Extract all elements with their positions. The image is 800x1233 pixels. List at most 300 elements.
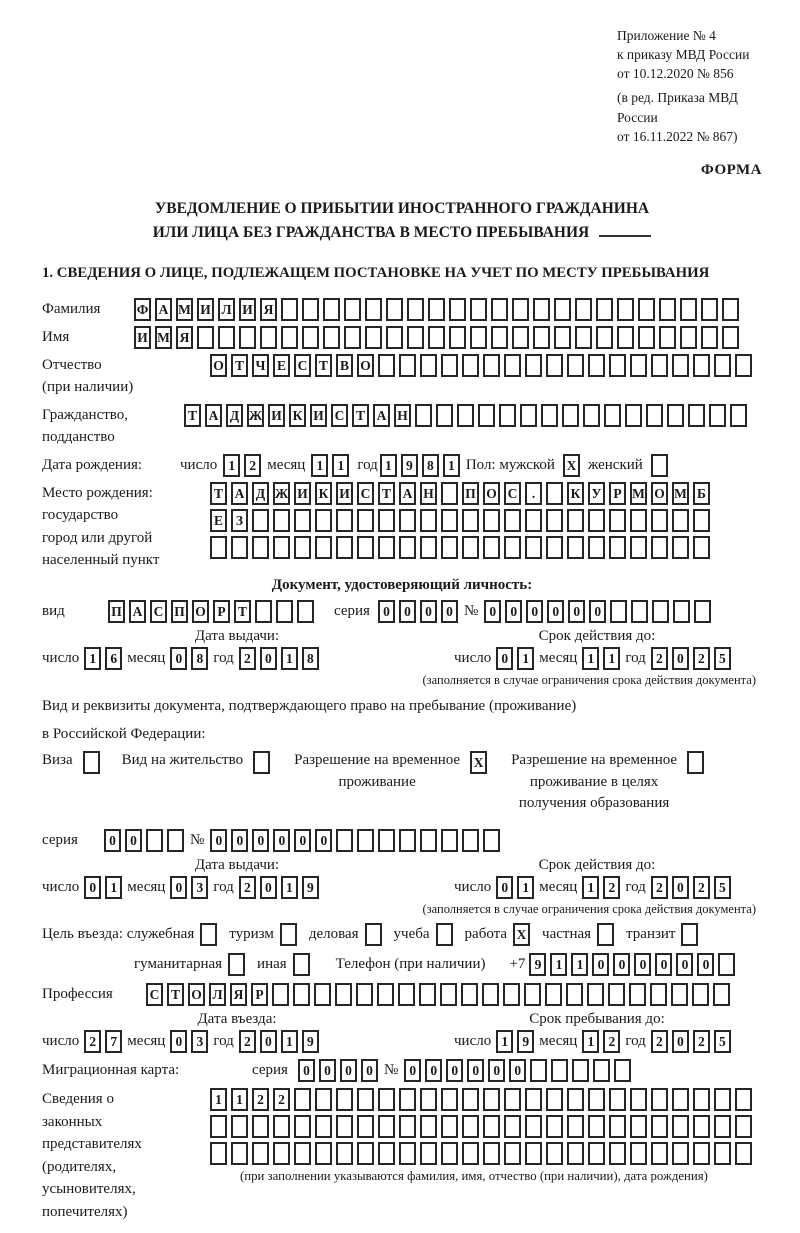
char-cell[interactable] [650,983,667,1006]
char-cell[interactable] [449,326,466,349]
char-cell[interactable] [441,482,458,505]
char-cell[interactable]: 7 [105,1030,122,1053]
char-cell[interactable] [546,1088,563,1111]
char-cell[interactable]: 0 [319,1059,336,1082]
char-cell[interactable] [735,1088,752,1111]
char-cell[interactable] [315,1115,332,1138]
char-cell[interactable] [378,536,395,559]
char-cell[interactable] [419,983,436,1006]
char-cell[interactable]: О [192,600,209,623]
char-cell[interactable] [617,298,634,321]
char-cell[interactable] [428,298,445,321]
char-cell[interactable] [693,536,710,559]
char-cell[interactable]: 3 [191,876,208,899]
char-cell[interactable] [588,536,605,559]
char-cell[interactable]: 1 [496,1030,513,1053]
char-cell[interactable]: 1 [223,454,240,477]
char-cell[interactable] [273,1115,290,1138]
char-cell[interactable]: 2 [252,1088,269,1111]
char-cell[interactable]: 0 [589,600,606,623]
char-cell[interactable] [596,326,613,349]
char-cell[interactable]: 0 [592,953,609,976]
char-cell[interactable]: 1 [517,876,534,899]
char-cell[interactable]: Ч [252,354,269,377]
char-cell[interactable] [336,829,353,852]
char-cell[interactable] [504,354,521,377]
char-cell[interactable]: 0 [634,953,651,976]
char-cell[interactable] [378,509,395,532]
char-cell[interactable] [365,298,382,321]
char-cell[interactable]: 2 [603,876,620,899]
char-cell[interactable]: В [336,354,353,377]
char-cell[interactable]: 0 [260,876,277,899]
char-cell[interactable]: И [197,298,214,321]
char-cell[interactable] [239,326,256,349]
char-cell[interactable] [638,326,655,349]
char-cell[interactable] [483,1115,500,1138]
char-cell[interactable] [461,983,478,1006]
char-cell[interactable]: 5 [714,876,731,899]
char-cell[interactable]: С [357,482,374,505]
char-cell[interactable] [525,1115,542,1138]
char-cell[interactable] [512,298,529,321]
char-cell[interactable] [336,1115,353,1138]
char-cell[interactable] [735,1115,752,1138]
char-cell[interactable] [651,1142,668,1165]
char-cell[interactable]: 1 [281,647,298,670]
purpose-official-checkbox[interactable] [200,923,217,946]
char-cell[interactable]: К [567,482,584,505]
char-cell[interactable]: 0 [496,647,513,670]
char-cell[interactable]: 8 [302,647,319,670]
char-cell[interactable] [294,1115,311,1138]
char-cell[interactable] [593,1059,610,1082]
char-cell[interactable] [714,1088,731,1111]
char-cell[interactable]: Я [230,983,247,1006]
char-cell[interactable] [336,536,353,559]
char-cell[interactable] [646,404,663,427]
char-cell[interactable] [701,326,718,349]
char-cell[interactable]: Я [176,326,193,349]
char-cell[interactable] [407,298,424,321]
char-cell[interactable]: О [651,482,668,505]
char-cell[interactable] [365,326,382,349]
char-cell[interactable]: 1 [231,1088,248,1111]
char-cell[interactable]: 0 [84,876,101,899]
char-cell[interactable]: 0 [446,1059,463,1082]
char-cell[interactable] [315,509,332,532]
char-cell[interactable] [693,1088,710,1111]
char-cell[interactable]: А [155,298,172,321]
char-cell[interactable]: 0 [547,600,564,623]
char-cell[interactable] [293,983,310,1006]
char-cell[interactable] [420,1088,437,1111]
char-cell[interactable] [297,600,314,623]
char-cell[interactable]: З [231,509,248,532]
char-cell[interactable] [462,1088,479,1111]
char-cell[interactable] [554,298,571,321]
char-cell[interactable]: 1 [603,647,620,670]
char-cell[interactable] [491,326,508,349]
char-cell[interactable]: 0 [170,1030,187,1053]
char-cell[interactable] [483,1142,500,1165]
char-cell[interactable] [533,326,550,349]
char-cell[interactable]: . [525,482,542,505]
char-cell[interactable] [672,536,689,559]
char-cell[interactable] [631,600,648,623]
char-cell[interactable] [462,536,479,559]
char-cell[interactable]: 0 [441,600,458,623]
char-cell[interactable]: 1 [571,953,588,976]
char-cell[interactable] [377,983,394,1006]
char-cell[interactable] [294,1088,311,1111]
char-cell[interactable] [546,1142,563,1165]
purpose-private-checkbox[interactable] [597,923,614,946]
char-cell[interactable]: А [231,482,248,505]
char-cell[interactable] [672,354,689,377]
char-cell[interactable] [672,1142,689,1165]
char-cell[interactable] [231,536,248,559]
char-cell[interactable] [722,298,739,321]
char-cell[interactable]: С [504,482,521,505]
char-cell[interactable] [583,404,600,427]
char-cell[interactable] [482,983,499,1006]
char-cell[interactable] [483,354,500,377]
char-cell[interactable]: Т [210,482,227,505]
char-cell[interactable] [525,354,542,377]
char-cell[interactable] [378,829,395,852]
char-cell[interactable]: 2 [651,1030,668,1053]
char-cell[interactable] [625,404,642,427]
char-cell[interactable] [399,509,416,532]
char-cell[interactable]: Р [609,482,626,505]
char-cell[interactable] [441,536,458,559]
char-cell[interactable] [672,1088,689,1111]
char-cell[interactable]: Р [251,983,268,1006]
char-cell[interactable] [420,509,437,532]
char-cell[interactable] [398,983,415,1006]
char-cell[interactable]: Ж [273,482,290,505]
char-cell[interactable] [336,1142,353,1165]
char-cell[interactable] [567,354,584,377]
char-cell[interactable] [344,298,361,321]
char-cell[interactable] [694,600,711,623]
char-cell[interactable] [512,326,529,349]
char-cell[interactable] [252,536,269,559]
char-cell[interactable]: П [462,482,479,505]
char-cell[interactable]: О [483,482,500,505]
char-cell[interactable] [714,1142,731,1165]
char-cell[interactable] [260,326,277,349]
char-cell[interactable] [604,404,621,427]
char-cell[interactable] [210,1142,227,1165]
char-cell[interactable] [478,404,495,427]
char-cell[interactable]: 0 [496,876,513,899]
char-cell[interactable] [462,509,479,532]
char-cell[interactable] [567,1088,584,1111]
char-cell[interactable] [294,509,311,532]
char-cell[interactable] [420,354,437,377]
char-cell[interactable] [567,509,584,532]
char-cell[interactable] [273,536,290,559]
char-cell[interactable] [470,298,487,321]
char-cell[interactable]: 2 [693,1030,710,1053]
char-cell[interactable] [252,1115,269,1138]
char-cell[interactable] [281,326,298,349]
char-cell[interactable]: С [294,354,311,377]
char-cell[interactable]: П [108,600,125,623]
char-cell[interactable] [614,1059,631,1082]
char-cell[interactable] [701,298,718,321]
char-cell[interactable] [323,326,340,349]
char-cell[interactable]: Т [315,354,332,377]
char-cell[interactable]: 2 [239,1030,256,1053]
char-cell[interactable] [272,983,289,1006]
char-cell[interactable]: М [155,326,172,349]
char-cell[interactable] [610,600,627,623]
char-cell[interactable] [680,326,697,349]
char-cell[interactable] [356,983,373,1006]
sex-male-checkbox[interactable]: X [563,454,580,477]
char-cell[interactable] [441,1088,458,1111]
char-cell[interactable]: Р [213,600,230,623]
char-cell[interactable]: 1 [105,876,122,899]
char-cell[interactable]: 1 [582,1030,599,1053]
char-cell[interactable]: 9 [529,953,546,976]
char-cell[interactable]: 0 [672,647,689,670]
char-cell[interactable]: О [210,354,227,377]
char-cell[interactable] [470,326,487,349]
char-cell[interactable] [546,1115,563,1138]
char-cell[interactable] [415,404,432,427]
char-cell[interactable]: И [239,298,256,321]
char-cell[interactable] [357,1142,374,1165]
char-cell[interactable] [378,1088,395,1111]
char-cell[interactable]: 0 [672,1030,689,1053]
char-cell[interactable] [525,536,542,559]
char-cell[interactable] [336,1088,353,1111]
char-cell[interactable]: 0 [676,953,693,976]
char-cell[interactable] [718,953,735,976]
char-cell[interactable]: 0 [467,1059,484,1082]
char-cell[interactable]: У [588,482,605,505]
purpose-humanitarian-checkbox[interactable] [228,953,245,976]
char-cell[interactable] [546,354,563,377]
char-cell[interactable]: 0 [210,829,227,852]
char-cell[interactable]: А [373,404,390,427]
char-cell[interactable] [545,983,562,1006]
char-cell[interactable]: 0 [613,953,630,976]
char-cell[interactable]: 1 [311,454,328,477]
char-cell[interactable]: Т [378,482,395,505]
char-cell[interactable] [566,983,583,1006]
char-cell[interactable]: 1 [332,454,349,477]
char-cell[interactable] [440,983,457,1006]
char-cell[interactable]: 0 [484,600,501,623]
char-cell[interactable]: К [315,482,332,505]
char-cell[interactable] [281,298,298,321]
char-cell[interactable] [562,404,579,427]
char-cell[interactable]: 1 [582,647,599,670]
char-cell[interactable] [659,298,676,321]
char-cell[interactable] [659,326,676,349]
char-cell[interactable]: 0 [260,1030,277,1053]
char-cell[interactable]: Я [260,298,277,321]
char-cell[interactable] [314,983,331,1006]
char-cell[interactable] [428,326,445,349]
char-cell[interactable]: 2 [244,454,261,477]
char-cell[interactable] [651,1115,668,1138]
char-cell[interactable]: 2 [603,1030,620,1053]
char-cell[interactable]: Ж [247,404,264,427]
char-cell[interactable]: 0 [361,1059,378,1082]
char-cell[interactable]: 9 [302,1030,319,1053]
char-cell[interactable]: И [336,482,353,505]
char-cell[interactable] [630,1142,647,1165]
char-cell[interactable] [357,1088,374,1111]
char-cell[interactable] [567,536,584,559]
char-cell[interactable] [630,536,647,559]
char-cell[interactable] [491,298,508,321]
char-cell[interactable] [629,983,646,1006]
char-cell[interactable] [608,983,625,1006]
char-cell[interactable] [630,1115,647,1138]
char-cell[interactable] [588,1088,605,1111]
char-cell[interactable] [399,354,416,377]
char-cell[interactable] [462,1142,479,1165]
char-cell[interactable] [651,509,668,532]
char-cell[interactable]: 0 [697,953,714,976]
char-cell[interactable] [504,1088,521,1111]
char-cell[interactable] [554,326,571,349]
char-cell[interactable]: 0 [378,600,395,623]
purpose-business-checkbox[interactable] [365,923,382,946]
char-cell[interactable] [273,509,290,532]
char-cell[interactable]: 0 [568,600,585,623]
char-cell[interactable]: Д [252,482,269,505]
char-cell[interactable]: 0 [260,647,277,670]
char-cell[interactable] [714,1115,731,1138]
char-cell[interactable] [587,983,604,1006]
char-cell[interactable]: С [331,404,348,427]
char-cell[interactable] [357,1115,374,1138]
char-cell[interactable] [617,326,634,349]
char-cell[interactable] [441,1142,458,1165]
char-cell[interactable] [652,600,669,623]
char-cell[interactable]: 0 [298,1059,315,1082]
char-cell[interactable] [735,1142,752,1165]
char-cell[interactable]: Т [167,983,184,1006]
char-cell[interactable]: 0 [672,876,689,899]
char-cell[interactable] [378,1142,395,1165]
char-cell[interactable]: 2 [693,647,710,670]
char-cell[interactable] [146,829,163,852]
char-cell[interactable]: 0 [273,829,290,852]
char-cell[interactable] [525,1142,542,1165]
char-cell[interactable] [693,1142,710,1165]
char-cell[interactable] [713,983,730,1006]
char-cell[interactable] [386,326,403,349]
char-cell[interactable] [525,1088,542,1111]
char-cell[interactable]: 9 [302,876,319,899]
char-cell[interactable] [651,354,668,377]
char-cell[interactable]: 0 [252,829,269,852]
char-cell[interactable] [420,1115,437,1138]
char-cell[interactable] [462,829,479,852]
temp-residence-checkbox[interactable]: X [470,751,487,774]
char-cell[interactable] [503,983,520,1006]
char-cell[interactable] [441,509,458,532]
char-cell[interactable] [630,1088,647,1111]
char-cell[interactable] [273,1142,290,1165]
char-cell[interactable] [572,1059,589,1082]
char-cell[interactable] [483,1088,500,1111]
char-cell[interactable] [735,354,752,377]
char-cell[interactable]: 8 [191,647,208,670]
char-cell[interactable] [588,1115,605,1138]
char-cell[interactable] [167,829,184,852]
char-cell[interactable] [441,354,458,377]
char-cell[interactable]: 9 [401,454,418,477]
char-cell[interactable] [524,983,541,1006]
char-cell[interactable] [457,404,474,427]
char-cell[interactable] [378,1115,395,1138]
char-cell[interactable] [294,1142,311,1165]
char-cell[interactable]: 0 [315,829,332,852]
char-cell[interactable] [357,536,374,559]
char-cell[interactable]: 0 [104,829,121,852]
char-cell[interactable]: П [171,600,188,623]
char-cell[interactable]: И [268,404,285,427]
char-cell[interactable]: 2 [693,876,710,899]
char-cell[interactable] [399,1088,416,1111]
char-cell[interactable]: И [294,482,311,505]
sex-female-checkbox[interactable] [651,454,668,477]
char-cell[interactable]: 0 [404,1059,421,1082]
char-cell[interactable] [722,326,739,349]
char-cell[interactable]: 2 [239,647,256,670]
char-cell[interactable] [651,536,668,559]
char-cell[interactable] [252,1142,269,1165]
char-cell[interactable] [399,1142,416,1165]
char-cell[interactable]: О [357,354,374,377]
char-cell[interactable] [378,354,395,377]
char-cell[interactable]: 3 [191,1030,208,1053]
char-cell[interactable] [399,536,416,559]
char-cell[interactable] [255,600,272,623]
char-cell[interactable]: 1 [517,647,534,670]
char-cell[interactable] [575,298,592,321]
char-cell[interactable] [499,404,516,427]
char-cell[interactable]: Л [209,983,226,1006]
char-cell[interactable] [672,1115,689,1138]
char-cell[interactable] [315,1088,332,1111]
char-cell[interactable] [323,298,340,321]
char-cell[interactable] [386,298,403,321]
char-cell[interactable]: 2 [273,1088,290,1111]
char-cell[interactable] [315,1142,332,1165]
char-cell[interactable] [693,509,710,532]
char-cell[interactable]: 0 [488,1059,505,1082]
char-cell[interactable]: 0 [340,1059,357,1082]
char-cell[interactable]: 1 [380,454,397,477]
char-cell[interactable] [630,509,647,532]
char-cell[interactable]: 5 [714,647,731,670]
visa-checkbox[interactable] [83,751,100,774]
char-cell[interactable] [533,298,550,321]
char-cell[interactable] [315,536,332,559]
char-cell[interactable] [596,298,613,321]
